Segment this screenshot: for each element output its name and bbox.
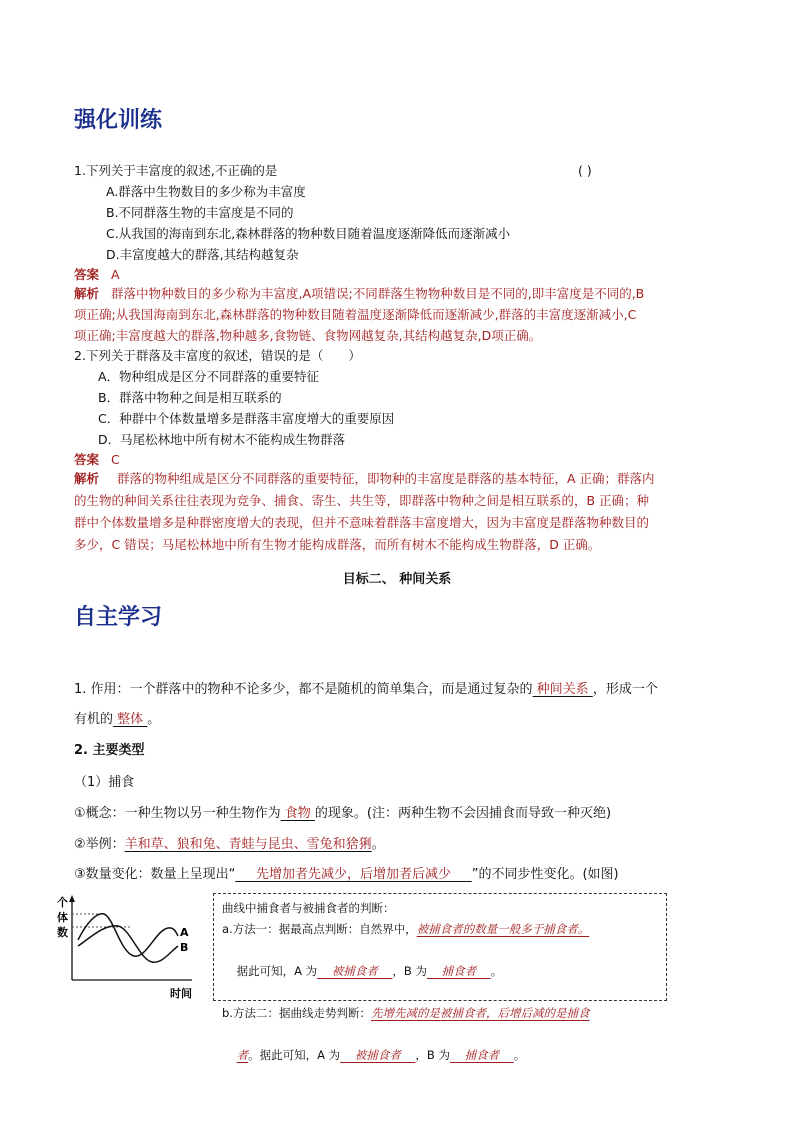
box-b2-prefix: 。据此可知，A 为 <box>248 1048 341 1062</box>
section-title-self-study: 自主学习 <box>74 605 163 630</box>
q1-option-c: C.从我国的海南到东北,森林群落的物种数目随着温度逐渐降低而逐渐减小 <box>106 226 511 241</box>
figure-ylabel-3: 数 <box>57 926 68 939</box>
p5-prefix: ②举例： <box>74 837 125 852</box>
q2-explain-line-2: 的生物的种间关系往往表现为竞争、捕食、寄生、共生等，即群落中物种之间是相互联系的，B 正确；种 <box>74 493 650 508</box>
q2-option-b: B．群落中物种之间是相互联系的 <box>98 390 282 405</box>
q1-answer-bracket: ( ) <box>578 163 592 178</box>
p1-line-2 <box>74 709 160 731</box>
box-method-b-line-1 <box>222 1003 658 1024</box>
q2-explain-line-1 <box>74 468 655 489</box>
box-a-prefix: a.方法一：据最高点判断：自然界中， <box>222 922 417 936</box>
figure-y-arrow <box>69 895 75 902</box>
box-method-a-line-2 <box>222 940 658 1003</box>
goal2-title: 目标二、 种间关系 <box>342 572 452 587</box>
box-b2-suffix: 。 <box>513 1048 526 1062</box>
predator-prey-figure <box>52 894 202 1006</box>
p1-line2-suffix: 。 <box>147 712 161 727</box>
q2-stem: 2.下列关于群落及丰富度的叙述，错误的是（ ） <box>74 348 361 363</box>
p5-suffix: 。 <box>371 837 385 852</box>
q1-stem: 1.下列关于丰富度的叙述,不正确的是 <box>74 163 278 178</box>
q1-answer <box>74 264 120 285</box>
q2-answer <box>74 449 120 470</box>
box-a2-suffix: 。 <box>490 964 503 978</box>
box-a2-mid: ，B 为 <box>392 964 427 978</box>
q1-explain-line-3: 项正确;丰富度越大的群落,物种越多,食物链、食物网越复杂,其结构越复杂,D项正确。 <box>74 328 542 343</box>
q2-answer-value: C <box>111 452 120 467</box>
figure-label-b: B <box>180 941 189 954</box>
p4-prefix: ①概念：一种生物以另一种生物作为 <box>74 806 281 821</box>
p5-examples <box>74 834 385 856</box>
box-a-italic: 被捕食者的数量一般多于捕食者。 <box>416 922 590 936</box>
figure-label-a: A <box>180 926 189 939</box>
box-b2-mid: ，B 为 <box>415 1048 450 1062</box>
section-title-strengthen: 强化训练 <box>74 108 163 133</box>
p1-prefix: 1. 作用：一个群落中的物种不论多少，都不是随机的简单集合，而是通过复杂的 <box>74 682 533 697</box>
box-b2-blank-predator: 捕食者 <box>449 1048 514 1062</box>
p1-blank-interspecies: 种间关系 <box>532 682 593 697</box>
q2-explain-label: 解析 <box>74 471 100 486</box>
q2-answer-label: 答案 <box>74 452 100 467</box>
p5-examples-text: 羊和草、狼和兔、青蛙与昆虫、雪兔和猞猁 <box>124 837 372 852</box>
box-a2-blank-predator: 捕食者 <box>426 964 491 978</box>
p3-predation: （1）捕食 <box>74 775 135 790</box>
q2-explain-line-3: 群中个体数量增多是种群密度增大的表现，但并不意味着群落丰富度增大，因为丰富度是群落物种数目的 <box>74 515 650 530</box>
q2-option-d: D．马尾松林地中所有树木不能构成生物群落 <box>98 432 346 447</box>
box-b2-blank-prey: 被捕食者 <box>340 1048 416 1062</box>
q1-explain-line-2: 项正确;从我国海南到东北,森林群落的物种数目随着温度逐渐降低而逐渐减少,群落的丰富度逐渐减小,C <box>74 307 637 322</box>
q2-option-a: A．物种组成是区分不同群落的重要特征 <box>98 369 320 384</box>
q1-answer-label: 答案 <box>74 267 100 282</box>
box-method-a-line-1 <box>222 919 658 940</box>
q1-explain-line-1 <box>74 283 644 304</box>
q1-explain-text-1: 群落中物种数目的多少称为丰富度,A项错误;不同群落生物物种数目是不同的,即丰富度是不同的,B <box>111 286 645 301</box>
p6-blank-pattern: 先增加者先减少，后增加者后减少 <box>235 867 472 882</box>
q2-explain-text-1: 群落的物种组成是区分不同群落的重要特征，即物种的丰富度是群落的基本特征，A 正确；群落内 <box>117 471 655 486</box>
box-title: 曲线中捕食者与被捕食者的判断： <box>222 901 395 915</box>
q1-answer-value: A <box>111 267 120 282</box>
p4-concept <box>74 803 611 825</box>
p2-main-types: 2. 主要类型 <box>74 743 145 758</box>
p1-blank-whole: 整体 <box>113 712 148 727</box>
p4-blank-food: 食物 <box>280 806 315 821</box>
p6-prefix: ③数量变化：数量上呈现出“ <box>74 867 236 882</box>
q1-option-a: A.群落中生物数目的多少称为丰富度 <box>106 184 306 199</box>
box-b-prefix: b.方法二：据曲线走势判断： <box>222 1006 371 1020</box>
figure-ylabel-2: 体 <box>57 911 68 924</box>
q2-option-c: C．种群中个体数量增多是群落丰富度增大的重要原因 <box>98 411 395 426</box>
figure-ylabel-1: 个 <box>57 896 68 909</box>
p6-quantity <box>74 864 619 886</box>
box-a2-prefix: 据此可知，A 为 <box>236 964 318 978</box>
p6-suffix: ”的不同步性变化。(如图) <box>471 867 619 882</box>
q1-explain-label: 解析 <box>74 286 100 301</box>
p1-line2-prefix: 有机的 <box>74 712 114 727</box>
q2-explain-line-4: 多少，C 错误；马尾松林地中所有生物才能构成群落，而所有树木不能构成生物群落，D 正确。 <box>74 537 601 552</box>
box-method-b-line-2 <box>222 1024 658 1087</box>
predator-prey-judgement-box <box>213 893 667 1062</box>
box-b-italic: 先增先减的是被捕食者，后增后减的是捕食 <box>370 1006 590 1020</box>
q1-option-d: D.丰富度越大的群落,其结构越复杂 <box>106 247 299 262</box>
box-b2-italic: 者 <box>236 1048 249 1062</box>
figure-xlabel: 时间 <box>170 987 192 1000</box>
q1-option-b: B.不同群落生物的丰富度是不同的 <box>106 205 294 220</box>
p1-suffix: ，形成一个 <box>592 682 658 697</box>
p4-suffix: 的现象。(注：两种生物不会因捕食而导致一种灭绝) <box>314 806 612 821</box>
box-a2-blank-prey: 被捕食者 <box>317 964 393 978</box>
p1-line-1 <box>74 679 658 701</box>
